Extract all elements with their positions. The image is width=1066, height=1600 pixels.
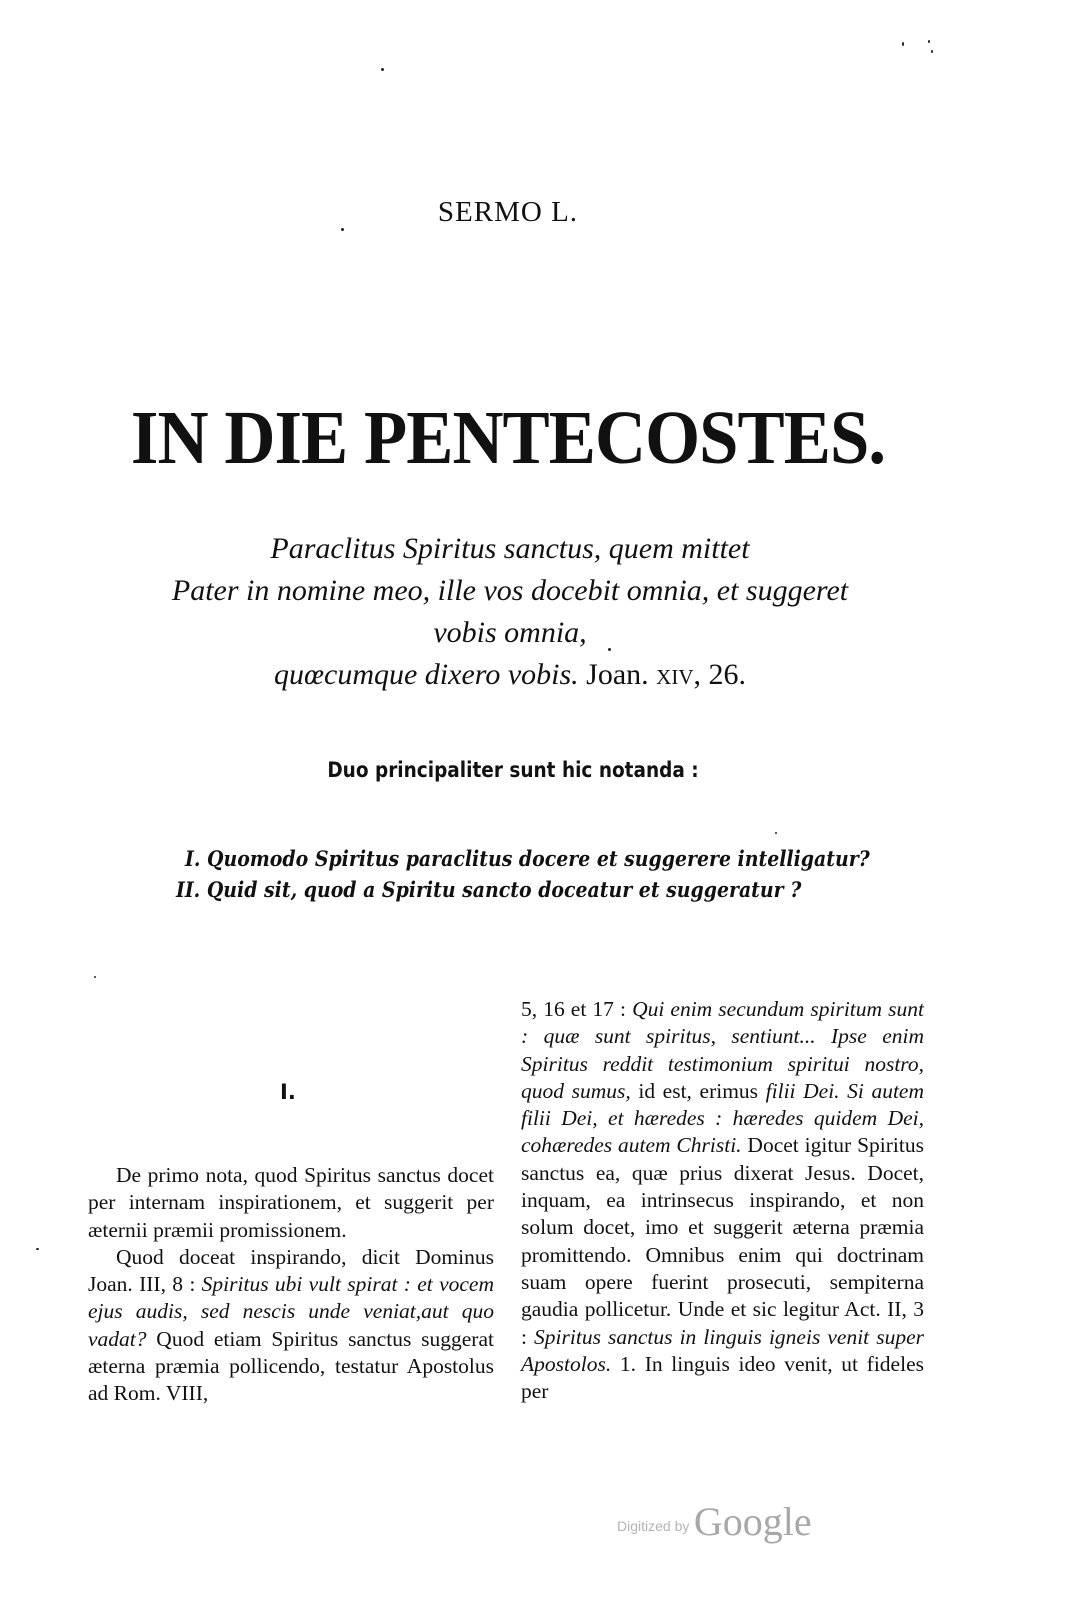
scan-speck <box>341 228 344 231</box>
scan-speck <box>775 832 777 834</box>
right-column <box>521 996 924 1405</box>
right-quote-2: filii Dei. Si autem filii Dei, et hæredes : hæredes quidem Dei, cohæredes autem Christi. <box>521 1078 925 1158</box>
epigraph-line-2: Pater in nomine meo, ille vos docebit omnia, et suggeret <box>171 574 849 607</box>
reference-chapter: xiv <box>656 658 694 691</box>
reference-verse: , 26. <box>693 658 746 691</box>
sermon-number-heading: SERMO L. <box>437 196 579 228</box>
scan-speck <box>36 1248 39 1250</box>
division-intro: Duo principaliter sunt hic notanda : <box>327 758 699 782</box>
left-column <box>88 1162 494 1408</box>
scan-speck <box>381 68 384 71</box>
scan-speck <box>608 648 611 651</box>
paragraph-1: De primo nota, quod Spiritus sanctus docet per internam inspirationem, et suggerit per æternii præmii promissionem. <box>88 1163 494 1242</box>
scan-speck <box>931 50 933 53</box>
right-text-3: Docet igitur Spiritus sanctus ea, quæ prius dixerat Jesus. Docet, inquam, ea intrinsecus inspirando, et non solum docet, imo et suggerit æterna præmia promittendo. Omnibus enim qui doctrinam suam opere fuerint prosecuti, sempiterna gaudia pollicetur. Unde et sic legitur Act. II, 3 : <box>521 1133 924 1349</box>
reference-book: Joan. <box>586 658 649 691</box>
sermon-title: IN DIE PENTECOSTES. <box>130 396 886 480</box>
right-text-4: 1. In linguis ideo venit, ut fideles per <box>521 1351 924 1404</box>
epigraph-line-4 <box>60 654 960 696</box>
section-number: I. <box>280 1080 296 1104</box>
paragraph-2-quote: Spiritus ubi vult spirat : et vocem ejus audis, sed nescis unde veniat,aut quo vadat? <box>88 1272 494 1351</box>
right-text-1: 5, 16 et 17 : <box>521 997 633 1021</box>
right-text-2: id est, erimus <box>630 1078 766 1103</box>
scan-speck <box>928 40 930 43</box>
epigraph-quote <box>60 528 960 696</box>
right-quote-3: Spiritus sanctus in linguis igneis venit super Apostolos. <box>521 1324 924 1376</box>
paragraph-2 <box>88 1244 494 1408</box>
division-item-2: II. Quid sit, quod a Spiritu sancto doceatur et suggeratur ? <box>176 877 802 902</box>
epigraph-line-3: vobis omnia, <box>433 616 587 649</box>
paragraph-2-text-a: Quod doceat inspirando, dicit Dominus Joan. III, 8 : <box>88 1244 494 1297</box>
right-paragraph <box>521 996 924 1405</box>
scan-speck <box>94 976 96 978</box>
scan-speck <box>902 42 904 46</box>
watermark-prefix: Digitized by <box>617 1518 690 1534</box>
google-logo: Google <box>693 1499 812 1544</box>
paragraph-2-text-c: Quod etiam Spiritus sanctus suggerat æterna præmia pollicendo, testatur Apostolus ad Rom. VIII, <box>88 1326 494 1406</box>
epigraph-line-4-text: quœcumque dixero vobis. <box>274 658 579 691</box>
division-item-1: I. Quomodo Spiritus paraclitus docere et suggerere intelligatur? <box>185 846 870 871</box>
right-quote-1: Qui enim secundum spiritum sunt : quæ sunt spiritus, sentiunt... Ipse enim Spiritus reddit testimonium spiritui nostro, quod sumus, <box>521 997 924 1103</box>
epigraph-line-1: Paraclitus Spiritus sanctus, quem mittet <box>270 532 750 565</box>
division-list <box>176 843 870 905</box>
scripture-reference <box>586 658 746 691</box>
digitization-watermark <box>617 1498 812 1545</box>
